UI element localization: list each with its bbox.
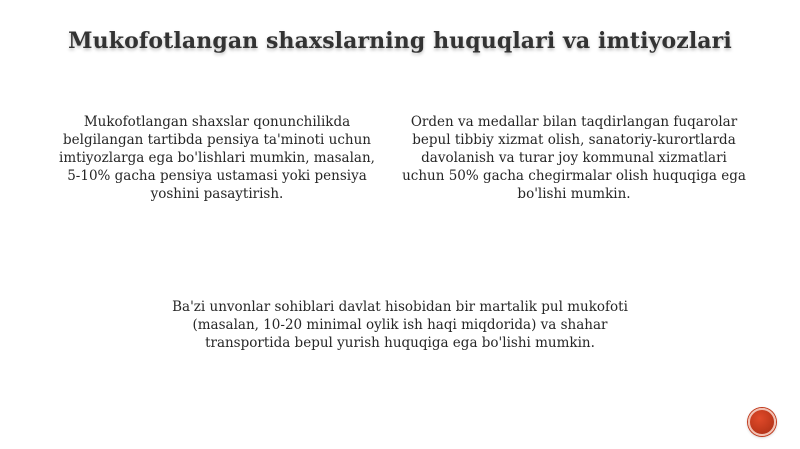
slide-title: Mukofotlangan shaxslarning huquqlari va imtiyozlari [68,28,732,54]
text-block-medical-discounts: Orden va medallar bilan taqdirlangan fuqarolar bepul tibbiy xizmat olish, sanatoriy-kurortlarda davolanish va turar joy kommunal xizmatlari uchun 50% gacha chegirmalar olish huquqiga ega bo'lishi mumkin. [402,114,746,202]
next-slide-circle-icon[interactable] [748,408,776,436]
text-block-cash-award: Ba'zi unvonlar sohiblari davlat hisobidan bir martalik pul mukofoti (masalan, 10-20 minimal oylik ish haqi miqdorida) va shahar transportida bepul yurish huquqiga ega bo'lishi mumkin. [172,299,628,351]
text-block-pension-benefits: Mukofotlangan shaxslar qonunchilikda belgilangan tartibda pensiya ta'minoti uchun imtiyozlarga ega bo'lishlari mumkin, masalan, 5-10% gacha pensiya ustamasi yoki pensiya yoshini pasaytirish. [59,114,375,202]
